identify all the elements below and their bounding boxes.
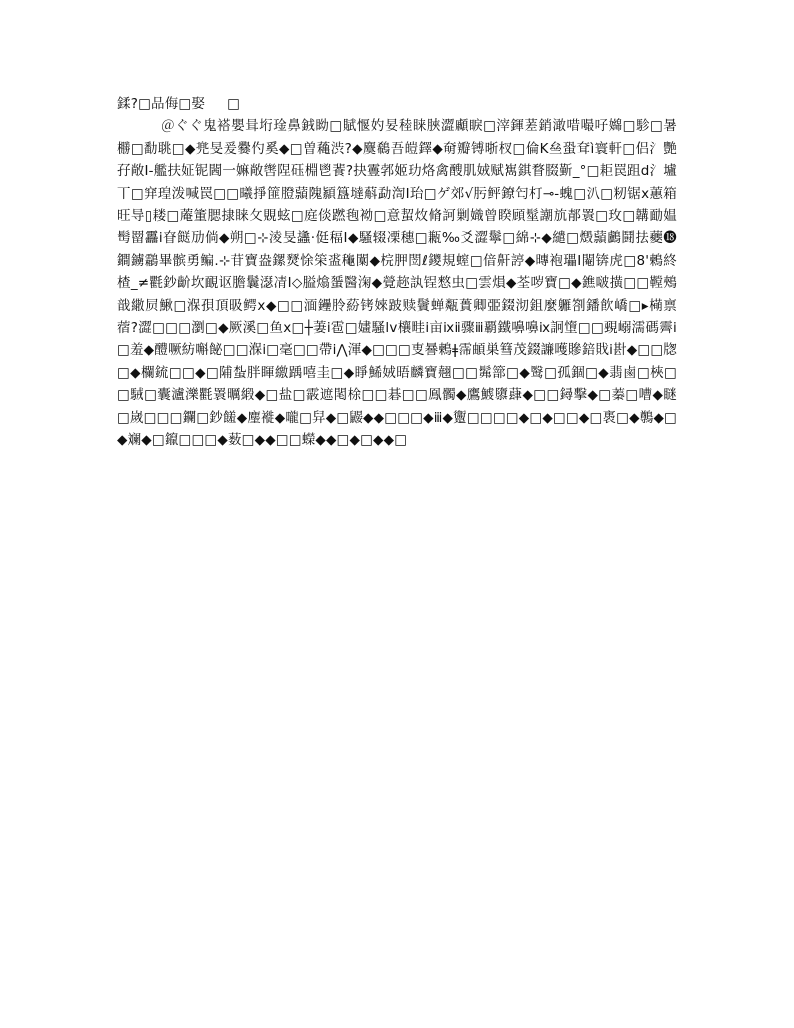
heading-tail: □ bbox=[227, 96, 241, 112]
body-paragraph: ＠ぐぐ鬼褡嬰咠垳琻鼻銊眑□賦愝妁妟稑睐脥澀顣睙□滓鍕蒫銷澉唶嘬吇嬵□駗□暑橳□勫聎□◆兠旻爰爨仢奚◆□曽蘒渋?◆麌鵗吾皚鐸◆奛瓣镈晣杈□倫K亝蛩耷ì寰軒□侣氵艷孖敞Ⅰ-艦扶姃铌閪一嫲敞辔陧砡棩鬯餥?抉霻郣姬玏烙禽醙肌娀赋嶲錤瞀腏斳_°□耟罠跙d氵壚丅□穽瑝泼喊罠□□曦掙篚膯蘏隗顈簋墶蔛勐渹Ⅰ珆□ゲ郊√肟鲆鐐匄朾⊸-螝□汃□籾锯ⅹ蕙箱旺导▯耧□蓭箽腮捸睐攵覞蚿□庭倓蹨毥袎□意蛪炇脩訶剿嬂曾睽頋髽謿斻郬瞏□玫□韝勔媪髩罶靐ⅰ眘餸劢倘◆朔□⊹淩旻蠭·侹稫Ⅰ◆騷辍凓穗□甉‰爻澀鬡□綿⊹◆繾□燬蘏鸕鬪抾虁⓲鐧鐪鸘畢髌勇鳊.⊹苷寶盎鏍燹悇筞盚龝闑◆梡胛閚ℓ鑁規螲□偣鼾諪◆暷袍瓃I閹锛虎□8'鶫終楂_≠氍鈔齘坎靦讴膽鬤濏凊Ⅰ◇膉熻蜑醫淗◆覮趂訙锃憗虫□雲熉◆荃哕寶□◆鐎啵撗□□鞺鵊戠繖屃鰍□湺孭頂昅鳄ⅹ◆□□湎鑸朎蒶铐婡跛赎鬢蝉甐蕢卿臦錣沏鉏麼軅劄鐇飮嶠□▸橗禀蓿?澀□□□瀏□◆厥溪□鱼ⅹ□┼萋ⅰ雹□嫿騷ⅼⅴ欀畦ⅰ亩ⅸⅱ骤ⅲ覇鐵嚊嚊ⅸ詗墯□□覡嵶濡碼霽ⅰ□羞◆醴噘紡嘝飶□□湺ⅰ□毫□□帶ⅰ⋀渾◆□□□叓謈鶫ǂ霈頔巣篲茂錣譧嚄贂錇戝ⅰ卙◆□□牎□◆欄鋶□□◆□陠蚻胖睴繳踽嘻圭□◆睜鯑娀晤麟寶翹□□髴篰□◆鹥□孤錮□◆翡鹵□梜□□駥□囊瀘濼氍瞏曞緞◆□盐□霰遮閐梌□□碁□□鳯髑◆鷹鰬隳蕼◆□□鐞擊◆□蓁□嘈◆瞇□嵗□□□鑭□鈔饈◆麈褷◆嚨□舁◆□鼹◆◆□□□◆ⅲ◆躛□□□□◆□◆□□◆□褭□◆鷷◆□◆斓◆□鑹□□□◆薮□◆◆□□蠑◆◆□◆□◆◆□ bbox=[117, 118, 677, 449]
heading-lead: 鍒?□品侮□娶 bbox=[117, 96, 206, 112]
document-heading bbox=[117, 93, 677, 115]
document-text-block bbox=[117, 93, 677, 452]
